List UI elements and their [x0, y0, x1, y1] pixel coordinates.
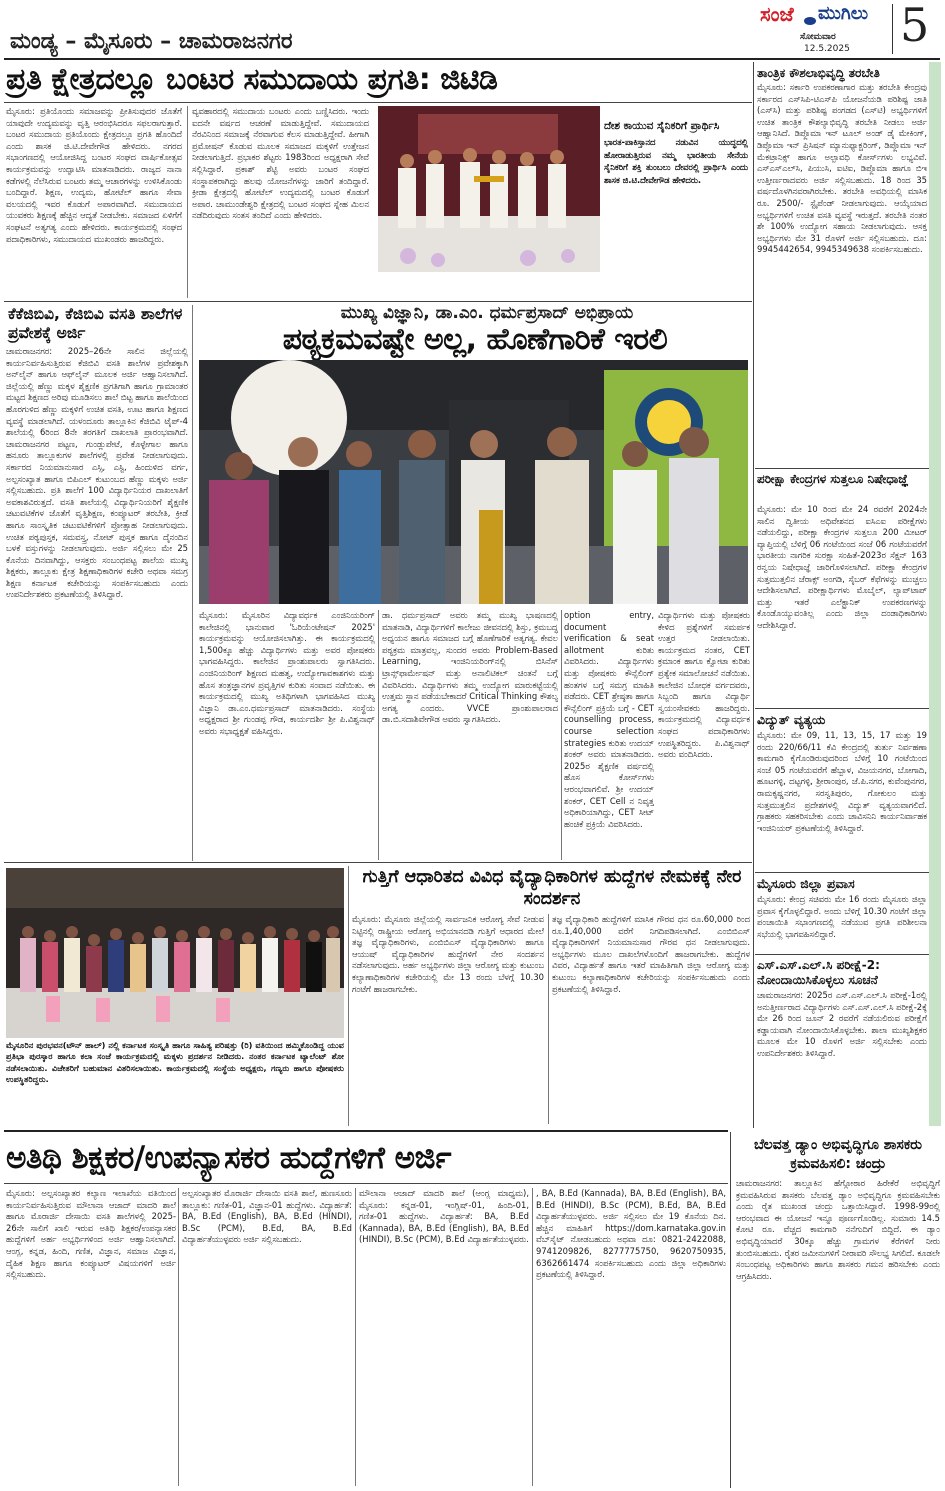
story5-headline: ಗುತ್ತಿಗೆ ಆಧಾರಿತದ ವಿವಿಧ ವೈದ್ಯಾಧಿಕಾರಿಗಳ ಹುದ್ದೆಗಳ ನೇಮಕಕ್ಕೆ ನೇರ ಸಂದರ್ಶನ	[362, 867, 742, 909]
right-a1-headline: ತಾಂತ್ರಿಕ ಕೌಶಲಾಭಿವೃದ್ಧಿ ತರಬೇತಿ	[757, 66, 880, 80]
story5-col2: ತಜ್ಞ ವೈದ್ಯಾಧಿಕಾರಿ ಹುದ್ದೆಗಳಿಗೆ ಮಾಸಿಕ ಗೌರವ ಧನ ರೂ.60,000 ರಿಂದ ರೂ.1,40,000 ವರೆಗೆ ನಿಗದಿಪಡಿಸಲಾಗಿದೆ. ಎಂಬಿಬಿಎಸ್ ವೈದ್ಯಾಧಿಕಾರಿಗಳಿಗೆ ನಿಯಮಾನುಸಾರ ಗೌರವ ಧನ ನೀಡಲಾಗುವುದು. ಅಭ್ಯರ್ಥಿಗಳು ಮೂಲ ದಾಖಲೆಗಳೊಂದಿಗೆ ಹಾಜರಾಗಬೇಕು. ಹುದ್ದೆಗಳ ವಿವರ, ವಿದ್ಯಾರ್ಹತೆ ಹಾಗೂ ಇತರೆ ಮಾಹಿತಿಗಾಗಿ ಜಿಲ್ಲಾ ಆರೋಗ್ಯ ಮತ್ತು ಕುಟುಂಬ ಕಲ್ಯಾಣಾಧಿಕಾರಿಗಳ ಕಚೇರಿಯನ್ನು ಸಂಪರ್ಕಿಸಬಹುದು ಎಂದು ಪ್ರಕಟಣೆಯಲ್ಲಿ ತಿಳಿಸಿದ್ದಾರೆ.	[552, 914, 750, 994]
right-a6-body: ಚಾಮರಾಜನಗರ: ತಾಲ್ಲೂಕಿನ ಹೆಗ್ಗೋಠಾರ ಹಿರೇಕೆರೆ ಅಭಿವೃದ್ಧಿಗೆ ಕ್ರಮವಹಿಸಿರುವ ಶಾಸಕರು ಬೆಲವತ್ತ ಡ್ಯಾಂ ಅಭಿವೃದ್ಧಿಗೂ ಕ್ರಮವಹಿಸಬೇಕು ಎಂದು ರೈತ ಮುಖಂಡ ಚಂದ್ರು ಒತ್ತಾಯಿಸಿದ್ದಾರೆ. 1998-99ರಲ್ಲಿ ಆರಂಭವಾದ ಈ ಯೋಜನೆ ಇನ್ನೂ ಪೂರ್ಣಗೊಂಡಿಲ್ಲ. ಸುಮಾರು 14.5 ಕೋಟಿ ರೂ. ವೆಚ್ಚದ ಕಾಮಗಾರಿ ನನೆಗುದಿಗೆ ಬಿದ್ದಿದೆ. ಈ ಡ್ಯಾಂ ಅಭಿವೃದ್ಧಿಯಾದರೆ 30ಕ್ಕೂ ಹೆಚ್ಚು ಗ್ರಾಮಗಳ ಕೆರೆಗಳಿಗೆ ನೀರು ತುಂಬಿಸಬಹುದು. ರೈತರ ಜಮೀನುಗಳಿಗೆ ನೀರಾವರಿ ಸೌಲಭ್ಯ ಸಿಗಲಿದೆ. ಕೂಡಲೇ ಸಂಬಂಧಪಟ್ಟ ಅಧಿಕಾರಿಗಳು ಹಾಗೂ ಶಾಸಕರು ಗಮನ ಹರಿಸಬೇಕು ಎಂದು ಆಗ್ರಹಿಸಿದರು.	[736, 1178, 940, 1281]
story3-kicker: ಮುಖ್ಯ ವಿಜ್ಞಾನಿ, ಡಾ.ಎಂ. ಧರ್ಮಪ್ರಸಾದ್ ಅಭಿಪ್ರಾಯ	[340, 303, 634, 323]
story6-col2: ಅಲ್ಪಸಂಖ್ಯಾತರ ಮೊರಾರ್ಜಿ ದೇಸಾಯಿ ವಸತಿ ಶಾಲೆ, ಹುಣಸೂರು ತಾಲ್ಲೂಕು: ಗಣಿತ-01, ವಿಜ್ಞಾನ-01 ಹುದ್ದೆಗಳು. ವಿದ್ಯಾರ್ಹತೆ: BA, B.Ed (English), BA, B.Ed (HINDI), B.Sc (PCM), B.Ed, BA, B.Ed ವಿದ್ಯಾರ್ಹತೆಯುಳ್ಳವರು ಅರ್ಜಿ ಸಲ್ಲಿಸಬಹುದು.	[182, 1188, 352, 1245]
right-a2-headline: ಪರೀಕ್ಷಾ ಕೇಂದ್ರಗಳ ಸುತ್ತಲೂ ನಿಷೇಧಾಜ್ಞೆ	[757, 472, 909, 486]
story1-headline: ಪ್ರತಿ ಕ್ಷೇತ್ರದಲ್ಲೂ ಬಂಟರ ಸಮುದಾಯ ಪ್ರಗತಿ: ಜಿಟಿಡಿ	[6, 62, 498, 97]
masthead-weekday: ಸೋಮವಾರ	[800, 32, 836, 42]
story4-photo	[6, 868, 344, 1038]
right-a4-headline: ಮೈಸೂರು ಜಿಲ್ಲಾ ಪ್ರವಾಸ	[757, 876, 855, 891]
story6-col3: ಮೌಲಾನಾ ಆಜಾದ್ ಮಾದರಿ ಶಾಲೆ (ಆಂಗ್ಲ ಮಾಧ್ಯಮ), ಮೈಸೂರು: ಕನ್ನಡ-01, ಇಂಗ್ಲಿಷ್-01, ಹಿಂದಿ-01, ಗಣಿತ-01 ಹುದ್ದೆಗಳು. ವಿದ್ಯಾರ್ಹತೆ: BA, B.Ed (Kannada), BA, B.Ed (English), BA, B.Ed (HINDI), B.Sc (PCM), B.Ed ವಿದ್ಯಾರ್ಹತೆಯುಳ್ಳವರು.	[359, 1188, 529, 1245]
right-a3-headline: ವಿದ್ಯುತ್ ವ್ಯತ್ಯಯ	[757, 712, 826, 727]
page-number: 5	[900, 0, 930, 52]
story3-col4: ವಿದ್ಯಾರ್ಥಿಗಳು ಮತ್ತು ಪೋಷಕರು ಕೇಳಿದ ಪ್ರಶ್ನೆಗಳಿಗೆ ಸಮರ್ಪಕ ಉತ್ತರ ನೀಡಲಾಯಿತು. ಕಾರ್ಯಕ್ರಮದ ನಂತರ, CET ಕ್ರಮಾಂಕ ಹಾಗೂ ಕ್ವೋಟಾ ಕುರಿತು ಪ್ರತ್ಯೇಕ ಸಮಾಲೋಚನೆ ನಡೆಯಿತು. ಕಾಲೇಜಿನ ಬೋಧಕ ವರ್ಗದವರು, ಸಿಬ್ಬಂದಿ ಹಾಗೂ ವಿದ್ಯಾರ್ಥಿ ಸ್ವಯಂಸೇವಕರು ಹಾಜರಿದ್ದರು. ಕಾರ್ಯಕ್ರಮದಲ್ಲಿ ವಿದ್ಯಾವರ್ಧಕ ಸಂಘದ ಪದಾಧಿಕಾರಿಗಳು ಉಪಸ್ಥಿತರಿದ್ದರು. ಪಿ.ವಿಶ್ವನಾಥ್ ಅವರು ವಂದಿಸಿದರು.	[658, 610, 750, 760]
story1-photo-caption-title: ದೇಶ ಕಾಯುವ ಸೈನಿಕರಿಗೆ ಪ್ರಾರ್ಥಿಸಿ	[604, 120, 720, 132]
masthead-date: 12.5.2025	[804, 44, 850, 54]
right-a2-body: ಮೈಸೂರು: ಮೇ 10 ರಿಂದ ಮೇ 24 ರವರೆಗೆ 2024ನೇ ಸಾಲಿನ ದ್ವಿತೀಯ ಅಧಿವೇಶನದ ಐಸಿಎಐ ಪರೀಕ್ಷೆಗಳು ನಡೆಯಲಿದ್ದು, ಪರೀಕ್ಷಾ ಕೇಂದ್ರಗಳ ಸುತ್ತಲೂ 200 ಮೀಟರ್ ವ್ಯಾಪ್ತಿಯಲ್ಲಿ ಬೆಳಿಗ್ಗೆ 06 ಗಂಟೆಯಿಂದ ಸಂಜೆ 06 ಗಂಟೆಯವರೆಗೆ ಭಾರತೀಯ ನಾಗರಿಕ ಸುರಕ್ಷಾ ಸಂಹಿತೆ-2023ರ ಸೆಕ್ಷನ್ 163 ರನ್ವಯ ನಿಷೇಧಾಜ್ಞೆ ಜಾರಿಗೊಳಿಸಲಾಗಿದೆ. ಪರೀಕ್ಷಾ ಕೇಂದ್ರಗಳ ಸುತ್ತಮುತ್ತಲಿನ ಜೆರಾಕ್ಸ್ ಅಂಗಡಿ, ಸೈಬರ್ ಕೆಫೆಗಳನ್ನು ಮುಚ್ಚಲು ಆದೇಶಿಸಲಾಗಿದೆ. ಪರೀಕ್ಷಾರ್ಥಿಗಳು ಮೊಬೈಲ್, ಲ್ಯಾಪ್‌ಟಾಪ್ ಮತ್ತು ಇತರೆ ಎಲೆಕ್ಟ್ರಾನಿಕ್ ಉಪಕರಣಗಳನ್ನು ಕೊಂಡೊಯ್ಯುವಂತಿಲ್ಲ ಎಂದು ಜಿಲ್ಲಾ ದಂಡಾಧಿಕಾರಿಗಳು ಆದೇಶಿಸಿದ್ದಾರೆ.	[757, 504, 927, 630]
story2-body: ಚಾಮರಾಜನಗರ: 2025–26ನೇ ಸಾಲಿನ ಜಿಲ್ಲೆಯಲ್ಲಿ ಕಾರ್ಯನಿರ್ವಹಿಸುತ್ತಿರುವ ಕೆಜಿಬಿವಿ ವಸತಿ ಶಾಲೆಗಳ ಪ್ರವೇಶಕ್ಕಾಗಿ ಅನ್‌ಲೈನ್ ಹಾಗೂ ಆಫ್‌ಲೈನ್ ಮೂಲಕ ಅರ್ಜಿ ಆಹ್ವಾನಿಸಲಾಗಿದೆ. ಜಿಲ್ಲೆಯಲ್ಲಿ ಹೆಣ್ಣು ಮಕ್ಕಳ ಶೈಕ್ಷಣಿಕ ಪ್ರಗತಿಗಾಗಿ ಹಾಗೂ ಗ್ರಾಮಾಂತರ ಮಟ್ಟದ ಶಿಕ್ಷಣದ ಅರಿವು ಮೂಡಿಸಲು ಶಾಲೆ ಬಿಟ್ಟ ಹಾಗೂ ಶಾಲೆಯಿಂದ ಹೊರಗುಳಿದ ಹೆಣ್ಣು ಮಕ್ಕಳಿಗೆ ಉಚಿತ ವಸತಿ, ಊಟ ಹಾಗೂ ಶಿಕ್ಷಣದ ವ್ಯವಸ್ಥೆ ಮಾಡಲಾಗಿದೆ. ಯಳಂದೂರು ತಾಲ್ಲೂಕಿನ ಕೆಜಿಬಿವಿ ಟೈಪ್-4 ಶಾಲೆಯಲ್ಲಿ 6ರಿಂದ 8ನೇ ತರಗತಿಗೆ ದಾಖಲಾತಿ ಪ್ರಾರಂಭವಾಗಿದೆ. ಚಾಮರಾಜನಗರ ಪಟ್ಟಣ, ಗುಂಡ್ಲುಪೇಟೆ, ಕೊಳ್ಳೇಗಾಲ ಹಾಗೂ ಹನೂರು ತಾಲ್ಲೂಕುಗಳ ಶಾಲೆಗಳಲ್ಲಿ ಪ್ರವೇಶ ನೀಡಲಾಗುವುದು. ಸರ್ಕಾರದ ನಿಯಮಾನುಸಾರ ಎಸ್ಸಿ, ಎಸ್ಟಿ, ಹಿಂದುಳಿದ ವರ್ಗ, ಅಲ್ಪಸಂಖ್ಯಾತ ಹಾಗೂ ಬಿಪಿಎಲ್ ಕುಟುಂಬದ ಹೆಣ್ಣು ಮಕ್ಕಳು ಅರ್ಜಿ ಸಲ್ಲಿಸಬಹುದು. ಪ್ರತಿ ಶಾಲೆಗೆ 100 ವಿದ್ಯಾರ್ಥಿನಿಯರ ದಾಖಲಾತಿಗೆ ಅವಕಾಶವಿರುತ್ತದೆ. ವಸತಿ ಶಾಲೆಯಲ್ಲಿ ವಿದ್ಯಾರ್ಥಿನಿಯರಿಗೆ ಶೈಕ್ಷಣಿಕ ಚಟುವಟಿಕೆಗಳ ಜೊತೆಗೆ ವೃತ್ತಿಶಿಕ್ಷಣ, ಕಂಪ್ಯೂಟರ್ ತರಬೇತಿ, ಕ್ರೀಡೆ ಹಾಗೂ ಸಾಂಸ್ಕೃತಿಕ ಚಟುವಟಿಕೆಗಳಿಗೆ ಪ್ರೋತ್ಸಾಹ ನೀಡಲಾಗುವುದು. ಉಚಿತ ಪಠ್ಯಪುಸ್ತಕ, ಸಮವಸ್ತ್ರ, ನೋಟ್ ಪುಸ್ತಕ ಹಾಗೂ ದೈನಂದಿನ ಬಳಕೆ ವಸ್ತುಗಳನ್ನು ನೀಡಲಾಗುವುದು. ಅರ್ಜಿ ಸಲ್ಲಿಸಲು ಮೇ 25 ಕೊನೆಯ ದಿನವಾಗಿದ್ದು, ಆಸಕ್ತರು ಸಂಬಂಧಪಟ್ಟ ಶಾಲೆಯ ಮುಖ್ಯ ಶಿಕ್ಷಕರು, ತಾಲ್ಲೂಕು ಕ್ಷೇತ್ರ ಶಿಕ್ಷಣಾಧಿಕಾರಿಗಳ ಕಚೇರಿ ಅಥವಾ ಸಮಗ್ರ ಶಿಕ್ಷಣ ಕರ್ನಾಟಕ ಕಚೇರಿಯನ್ನು ಸಂಪರ್ಕಿಸಬಹುದು ಎಂದು ಉಪನಿರ್ದೇಶಕರು ಪ್ರಕಟಣೆಯಲ್ಲಿ ತಿಳಿಸಿದ್ದಾರೆ.	[6, 346, 188, 600]
logo-cloud-icon	[804, 10, 816, 20]
header-rule	[4, 58, 940, 60]
section-title: ಮಂಡ್ಯ – ಮೈಸೂರು – ಚಾಮರಾಜನಗರ	[10, 29, 293, 54]
story3-col2: ಡಾ. ಧರ್ಮಪ್ರಸಾದ್ ಅವರು ತಮ್ಮ ಮುಖ್ಯ ಭಾಷಣದಲ್ಲಿ ಮಾತನಾಡಿ, ವಿದ್ಯಾರ್ಥಿಗಳಿಗೆ ಕಾಲೇಜು ಜೀವನದಲ್ಲಿ ಶಿಸ್ತು, ಕ್ರಮಬದ್ಧ ಅಧ್ಯಯನ ಹಾಗೂ ಸಮಾಜದ ಬಗ್ಗೆ ಹೊಣೆಗಾರಿಕೆ ಅತ್ಯಗತ್ಯ. ಕೇವಲ ಪಠ್ಯಕ್ರಮ ಮಾತ್ರವಲ್ಲ, ಸುಂದರ ಅವರು Problem-Based Learning, ಇಂಜಿನಿಯರಿಂಗ್‌ನಲ್ಲಿ ಬಿಸಿನೆಸ್ ಟ್ರಾನ್ಸ್‌ಫಾರ್ಮೇಷನ್ ಮತ್ತು ಅನಾಲಿಟಿಕಲ್ ಚಿಂತನೆ ಬಗ್ಗೆ ವಿವರಿಸಿದರು. ವಿದ್ಯಾರ್ಥಿಗಳು ತಮ್ಮ ಉದ್ಯೋಗ ಮಾರುಕಟ್ಟೆಯಲ್ಲಿ ಉತ್ತಮ ಸ್ಥಾನ ಪಡೆಯಬೇಕಾದರೆ Critical Thinking ಕೌಶಲ್ಯ ಅಗತ್ಯ ಎಂದರು. VVCE ಪ್ರಾಂಶುಪಾಲರಾದ ಡಾ.ಬಿ.ಸದಾಶಿವೇಗೌಡ ಅವರು ಸ್ವಾಗತಿಸಿದರು.	[382, 610, 558, 725]
story5-col1: ಮೈಸೂರು: ಮೈಸೂರು ಜಿಲ್ಲೆಯಲ್ಲಿ ಸಾರ್ವಜನಿಕ ಆರೋಗ್ಯ ಸೇವೆ ನೀಡುವ ನಿಟ್ಟಿನಲ್ಲಿ ರಾಷ್ಟ್ರೀಯ ಆರೋಗ್ಯ ಅಭಿಯಾನದಡಿ ಗುತ್ತಿಗೆ ಆಧಾರದ ಮೇಲೆ ತಜ್ಞ ವೈದ್ಯಾಧಿಕಾರಿಗಳು, ಎಂಬಿಬಿಎಸ್ ವೈದ್ಯಾಧಿಕಾರಿಗಳು ಹಾಗೂ ಆಯುಷ್ ವೈದ್ಯಾಧಿಕಾರಿಗಳ ಹುದ್ದೆಗಳಿಗೆ ನೇರ ಸಂದರ್ಶನ ನಡೆಸಲಾಗುವುದು. ಅರ್ಹ ಅಭ್ಯರ್ಥಿಗಳು ಜಿಲ್ಲಾ ಆರೋಗ್ಯ ಮತ್ತು ಕುಟುಂಬ ಕಲ್ಯಾಣಾಧಿಕಾರಿಗಳ ಕಚೇರಿಯಲ್ಲಿ ಮೇ 13 ರಂದು ಬೆಳಗ್ಗೆ 10.30 ಗಂಟೆಗೆ ಹಾಜರಾಗಬೇಕು.	[352, 914, 544, 994]
story3-headline: ಪಠ್ಯಕ್ರಮವಷ್ಟೇ ಅಲ್ಲ, ಹೊಣೆಗಾರಿಕೆ ಇರಲಿ	[282, 322, 668, 357]
story1-photo-caption-body: ಭಾರತ-ಪಾಕಿಸ್ತಾನದ ನಡುವಿನ ಯುದ್ಧದಲ್ಲಿ ಹೋರಾಡುತ್ತಿರುವ ನಮ್ಮ ಭಾರತೀಯ ಸೇನೆಯ ಸೈನಿಕರಿಗೆ ಶಕ್ತಿ ತುಂಬಲು ದೇವರಲ್ಲಿ ಪ್ರಾರ್ಥಿಸಿ ಎಂದು ಶಾಸಕ ಜಿ.ಟಿ.ದೇವೇಗೌಡ ಹೇಳಿದರು.	[604, 137, 748, 185]
right-column-stripe	[929, 62, 941, 1126]
story6-headline: ಅತಿಥಿ ಶಿಕ್ಷಕರ/ಉಪನ್ಯಾಸಕರ ಹುದ್ದೆಗಳಿಗೆ ಅರ್ಜಿ	[6, 1140, 451, 1176]
story1-col2: ವ್ಯವಹಾರದಲ್ಲಿ ಸಮುದಾಯ ಬಂಟರು ಎಂದು ಬಣ್ಣಿಸಿದರು. ಇಂದು ಐದನೇ ವರ್ಷದ ಆಚರಣೆ ಮಾಡುತ್ತಿದ್ದೇವೆ. ಸಮುದಾಯದ ನೆರವಿನಿಂದ ಸಮಾಜಕ್ಕೆ ನೆರವಾಗುವ ಕೆಲಸ ಮಾಡುತ್ತಿದ್ದೇವೆ. ಹೀಗಾಗಿ ಪ್ರಮೋಷನ್ ಕೊಡುವ ಮೂಲಕ ಸಮಾಜದ ಮಕ್ಕಳಿಗೆ ಉತ್ತೇಜನ ನೀಡಲಾಗುತ್ತಿದೆ. ಪ್ರಭಾಕರ ಶೆಟ್ಟರು 1983ರಿಂದ ಅಧ್ಯಕ್ಷರಾಗಿ ಸೇವೆ ಸಲ್ಲಿಸಿದ್ದಾರೆ. ಪ್ರಕಾಶ್ ಶೆಟ್ಟಿ ಅವರು ಬಂಟರ ಸಂಘದ ಸಂಸ್ಥಾಪಕರಾಗಿದ್ದು ಹಲವು ಯೋಜನೆಗಳನ್ನು ಜಾರಿಗೆ ತಂದಿದ್ದಾರೆ. ಕ್ರೀಡಾ ಕ್ಷೇತ್ರದಲ್ಲಿ ಹೋಟೆಲ್ ಉದ್ಯಮದಲ್ಲಿ ಬಂಟರ ಕೊಡುಗೆ ಅಪಾರ. ಚಾಮುಂಡೇಶ್ವರಿ ಕ್ಷೇತ್ರದಲ್ಲಿ ಬಂಟರ ಸಂಘದ ಸ್ನೇಹ ಮಿಲನ ನಡೆದಿರುವುದು ಸಂತಸ ತಂದಿದೆ ಎಂದು ಹೇಳಿದರು.	[192, 106, 369, 221]
story4-photo-caption: ಮೈಸೂರಿನ ಪುರಭವನ(ಟೌನ್ ಹಾಲ್) ನಲ್ಲಿ ಕರ್ನಾಟಕ ಸಂಸ್ಕೃತಿ ಹಾಗೂ ಸಾಹಿತ್ಯ ಪರಿಷತ್ತು (ರಿ) ವತಿಯಿಂದ ಹಮ್ಮಿಕೊಂಡಿದ್ದ ಯುವ ಪ್ರತಿಭಾ ಪುರಸ್ಕಾರ ಹಾಗೂ ಕಲಾ ಸಂಜೆ ಕಾರ್ಯಕ್ರಮದಲ್ಲಿ ಮಕ್ಕಳು ಪ್ರದರ್ಶನ ನೀಡಿದರು. ನಂತರ ಕರ್ನಾಟಕ ಟ್ಯಾಲೆಂಟ್ ಶೋ ನಡೆಸಲಾಯಿತು. ವಿಜೇತರಿಗೆ ಬಹುಮಾನ ವಿತರಿಸಲಾಯಿತು. ಕಾರ್ಯಕ್ರಮದಲ್ಲಿ ಸಂಸ್ಥೆಯ ಅಧ್ಯಕ್ಷರು, ಗಣ್ಯರು ಹಾಗೂ ಪೋಷಕರು ಉಪಸ್ಥಿತರಿದ್ದರು.	[6, 1040, 344, 1085]
logo-left-text: ಸಂಜೆ	[760, 2, 794, 26]
story3-photo	[199, 360, 748, 604]
logo-right-text: ಮುಗಿಲು	[818, 3, 869, 24]
story6-col4: , BA, B.Ed (Kannada), BA, B.Ed (English), BA, B.Ed (HINDI), B.Sc (PCM), B.Ed, BA, B.Ed ವಿದ್ಯಾರ್ಹತೆಯುಳ್ಳವರು. ಅರ್ಜಿ ಸಲ್ಲಿಸಲು ಮೇ 19 ಕೊನೆಯ ದಿನ. ಹೆಚ್ಚಿನ ಮಾಹಿತಿಗೆ https://dom.karnataka.gov.in ವೆಬ್‌ಸೈಟ್ ನೋಡಬಹುದು ಅಥವಾ ದೂ: 0821-2422088, 9741209826, 8277775750, 9620750935, 6362661474 ಸಂಪರ್ಕಿಸಬಹುದು ಎಂದು ಜಿಲ್ಲಾ ಅಧಿಕಾರಿಗಳು ಪ್ರಕಟಣೆಯಲ್ಲಿ ತಿಳಿಸಿದ್ದಾರೆ.	[536, 1188, 726, 1280]
story6-col1: ಮೈಸೂರು: ಅಲ್ಪಸಂಖ್ಯಾತರ ಕಲ್ಯಾಣ ಇಲಾಖೆಯ ವತಿಯಿಂದ ಕಾರ್ಯನಿರ್ವಹಿಸುತ್ತಿರುವ ಮೌಲಾನಾ ಆಜಾದ್ ಮಾದರಿ ಶಾಲೆ ಹಾಗೂ ಮೊರಾರ್ಜಿ ದೇಸಾಯಿ ವಸತಿ ಶಾಲೆಗಳಲ್ಲಿ 2025-26ನೇ ಸಾಲಿಗೆ ಖಾಲಿ ಇರುವ ಅತಿಥಿ ಶಿಕ್ಷಕರ/ಉಪನ್ಯಾಸಕರ ಹುದ್ದೆಗಳಿಗೆ ಅರ್ಹ ಅಭ್ಯರ್ಥಿಗಳಿಂದ ಅರ್ಜಿ ಆಹ್ವಾನಿಸಲಾಗಿದೆ. ಆಂಗ್ಲ, ಕನ್ನಡ, ಹಿಂದಿ, ಗಣಿತ, ವಿಜ್ಞಾನ, ಸಮಾಜ ವಿಜ್ಞಾನ, ದೈಹಿಕ ಶಿಕ್ಷಣ ಹಾಗೂ ಕಂಪ್ಯೂಟರ್ ವಿಷಯಗಳಿಗೆ ಅರ್ಜಿ ಸಲ್ಲಿಸಬಹುದು.	[6, 1188, 176, 1280]
masthead-logo	[758, 0, 894, 34]
right-a4-body: ಮೈಸೂರು: ಕೇಂದ್ರ ಸಚಿವರು ಮೇ 16 ರಂದು ಮೈಸೂರು ಜಿಲ್ಲಾ ಪ್ರವಾಸ ಕೈಗೊಳ್ಳಲಿದ್ದಾರೆ. ಅಂದು ಬೆಳಿಗ್ಗೆ 10.30 ಗಂಟೆಗೆ ಜಿಲ್ಲಾ ಪಂಚಾಯಿತಿ ಸಭಾಂಗಣದಲ್ಲಿ ನಡೆಯುವ ಪ್ರಗತಿ ಪರಿಶೀಲನಾ ಸಭೆಯಲ್ಲಿ ಭಾಗವಹಿಸಲಿದ್ದಾರೆ.	[757, 894, 927, 939]
story1-photo-caption-box	[604, 120, 748, 270]
story3-col1: ಮೈಸೂರು: ಮೈಸೂರಿನ ವಿದ್ಯಾವರ್ಧಕ ಎಂಜಿನಿಯರಿಂಗ್ ಕಾಲೇಜಿನಲ್ಲಿ ಭಾನುವಾರ 'ಓರಿಯೆಂಟೇಷನ್ 2025' ಕಾರ್ಯಕ್ರಮವನ್ನು ಆಯೋಜಿಸಲಾಗಿತ್ತು. ಈ ಕಾರ್ಯಕ್ರಮದಲ್ಲಿ 1,500ಕ್ಕೂ ಹೆಚ್ಚು ವಿದ್ಯಾರ್ಥಿಗಳು ಮತ್ತು ಅವರ ಪೋಷಕರು ಭಾಗವಹಿಸಿದ್ದರು. ಕಾಲೇಜಿನ ಪ್ರಾಂಶುಪಾಲರು ಸ್ವಾಗತಿಸಿದರು. ಎಂಜಿನಿಯರಿಂಗ್ ಶಿಕ್ಷಣದ ಮಹತ್ವ, ಉದ್ಯೋಗಾವಕಾಶಗಳು ಮತ್ತು ಹೊಸ ತಂತ್ರಜ್ಞಾನಗಳ ಪ್ರವೃತ್ತಿಗಳ ಕುರಿತು ಸಂವಾದ ನಡೆಯಿತು. ಈ ಕಾರ್ಯಕ್ರಮದಲ್ಲಿ ಮುಖ್ಯ ಅತಿಥಿಗಳಾಗಿ ಭಾಗವಹಿಸಿದ ಮುಖ್ಯ ವಿಜ್ಞಾನಿ ಡಾ.ಎಂ.ಧರ್ಮಪ್ರಸಾದ್ ಮಾತನಾಡಿದರು. ಸಂಸ್ಥೆಯ ಅಧ್ಯಕ್ಷರಾದ ಶ್ರೀ ಗುಂಡಪ್ಪ ಗೌಡ, ಕಾರ್ಯದರ್ಶಿ ಶ್ರೀ ಪಿ.ವಿಶ್ವನಾಥ್ ಅವರು ಸಭಾಧ್ಯಕ್ಷತೆ ವಹಿಸಿದ್ದರು.	[199, 610, 375, 736]
story2-headline: ಕೆಕೆಜಿಬಿವಿ, ಕೆಜಿಬಿವಿ ವಸತಿ ಶಾಲೆಗಳ ಪ್ರವೇಶಕ್ಕೆ ಅರ್ಜಿ	[8, 305, 183, 342]
right-a6-headline: ಬೆಲವತ್ತ ಡ್ಯಾಂ ಅಭಿವೃದ್ಧಿಗೂ ಶಾಸಕರು ಕ್ರಮವಹಿಸಲಿ: ಚಂದ್ರು	[753, 1137, 922, 1172]
story1-col1: ಮೈಸೂರು: ಪ್ರತಿಯೊಂದು ಸಮಾಜವನ್ನು ಪ್ರೀತಿಸುವುದರ ಜೊತೆಗೆ ಯಾವುದೇ ಉದ್ಯಮವನ್ನು ವೃತ್ತಿ ಆರಂಭಿಸಿದರೂ ಸಫಲರಾಗುತ್ತಾರೆ. ಬಂಟರ ಸಮುದಾಯ ಪ್ರತಿಯೊಂದು ಕ್ಷೇತ್ರದಲ್ಲೂ ಪ್ರಗತಿ ಹೊಂದಿದೆ ಎಂದು ಶಾಸಕ ಜಿ.ಟಿ.ದೇವೇಗೌಡ ಹೇಳಿದರು. ನಗರದ ಸಭಾಂಗಣದಲ್ಲಿ ಆಯೋಜಿಸಿದ್ದ ಬಂಟರ ಸಂಘದ ವಾರ್ಷಿಕೋತ್ಸವ ಕಾರ್ಯಕ್ರಮವನ್ನು ಉದ್ಘಾಟಿಸಿ ಮಾತನಾಡಿದರು. ರಾಜ್ಯದ ನಾನಾ ಕಡೆಗಳಲ್ಲಿ ನೆಲೆಸಿರುವ ಬಂಟರು ತಮ್ಮ ಆಚಾರಗಳನ್ನು ಉಳಿಸಿಕೊಂಡು ಬಂದಿದ್ದಾರೆ. ಶಿಕ್ಷಣ, ಉದ್ಯಮ, ಹೋಟೆಲ್ ಹಾಗೂ ಸೇವಾ ವಲಯದಲ್ಲಿ ಇವರ ಕೊಡುಗೆ ಅಪಾರವಾಗಿದೆ. ಸಮುದಾಯದ ಯುವಕರು ಶಿಕ್ಷಣಕ್ಕೆ ಹೆಚ್ಚಿನ ಆದ್ಯತೆ ನೀಡಬೇಕು. ಸಮಾಜದ ಏಳಿಗೆಗೆ ಸಂಘಟನೆ ಅತ್ಯಗತ್ಯ ಎಂದು ಹೇಳಿದರು. ಕಾರ್ಯಕ್ರಮದಲ್ಲಿ ಸಂಘದ ಪದಾಧಿಕಾರಿಗಳು, ಸಮುದಾಯದ ಮುಖಂಡರು ಹಾಜರಿದ್ದರು.	[6, 106, 182, 244]
story1-photo	[378, 106, 600, 272]
right-a3-body: ಮೈಸೂರು: ಮೇ 09, 11, 13, 15, 17 ಮತ್ತು 19 ರಂದು 220/66/11 ಕೆವಿ ಕೇಂದ್ರದಲ್ಲಿ ತುರ್ತು ನಿರ್ವಹಣಾ ಕಾಮಗಾರಿ ಕೈಗೊಂಡಿರುವುದರಿಂದ ಬೆಳಿಗ್ಗೆ 10 ಗಂಟೆಯಿಂದ ಸಂಜೆ 05 ಗಂಟೆಯವರೆಗೆ ಹೆಬ್ಬಾಳ, ವಿಜಯನಗರ, ಬೋಗಾದಿ, ಹೂಟಗಳ್ಳಿ, ದಟ್ಟಗಳ್ಳಿ, ಶ್ರೀರಾಂಪುರ, ಜೆ.ಪಿ.ನಗರ, ಕುವೆಂಪುನಗರ, ರಾಮಕೃಷ್ಣನಗರ, ಸರಸ್ವತಿಪುರಂ, ಗೋಕುಲಂ ಮತ್ತು ಸುತ್ತಮುತ್ತಲಿನ ಪ್ರದೇಶಗಳಲ್ಲಿ ವಿದ್ಯುತ್ ವ್ಯತ್ಯಯವಾಗಲಿದೆ. ಗ್ರಾಹಕರು ಸಹಕರಿಸಬೇಕು ಎಂದು ಚಾವಿಸನಿನಿ ಕಾರ್ಯನಿರ್ವಾಹಕ ಇಂಜಿನಿಯರ್ ಪ್ರಕಟಣೆಯಲ್ಲಿ ತಿಳಿಸಿದ್ದಾರೆ.	[757, 730, 927, 833]
section-header	[4, 30, 752, 58]
right-a1-body: ಮೈಸೂರು: ಸರ್ಕಾರಿ ಉಪಕರಣಾಗಾರ ಮತ್ತು ತರಬೇತಿ ಕೇಂದ್ರವು ಸರ್ಕಾರದ ಎಸ್‌ಸಿಪಿ-ಟಿಎಸ್‌ಪಿ ಯೋಜನೆಯಡಿ ಪರಿಶಿಷ್ಟ ಜಾತಿ (ಎಸ್‌ಸಿ) ಮತ್ತು ಪರಿಶಿಷ್ಟ ಪಂಗಡದ (ಎಸ್‌ಟಿ) ಅಭ್ಯರ್ಥಿಗಳಿಗೆ ಉಚಿತ ತಾಂತ್ರಿಕ ಕೌಶಲ್ಯಾಭಿವೃದ್ಧಿ ತರಬೇತಿ ನೀಡಲು ಅರ್ಜಿ ಆಹ್ವಾನಿಸಿದೆ. ಡಿಪ್ಲೊಮಾ ಇನ್ ಟೂಲ್ ಅಂಡ್ ಡೈ ಮೇಕಿಂಗ್, ಡಿಪ್ಲೊಮಾ ಇನ್ ಪ್ರಿಸಿಷನ್ ಮ್ಯಾನುಫ್ಯಾಕ್ಚರಿಂಗ್, ಡಿಪ್ಲೊಮಾ ಇನ್ ಮೆಕಟ್ರಾನಿಕ್ಸ್ ಹಾಗೂ ಅಲ್ಪಾವಧಿ ಕೋರ್ಸ್‌ಗಳು ಲಭ್ಯವಿವೆ. ಎಸ್‌ಎಸ್‌ಎಲ್‌ಸಿ, ಪಿಯುಸಿ, ಐಟಿಐ, ಡಿಪ್ಲೊಮಾ ಹಾಗೂ ಬಿಇ ಉತ್ತೀರ್ಣರಾದವರು ಅರ್ಜಿ ಸಲ್ಲಿಸಬಹುದು. 18 ರಿಂದ 35 ವರ್ಷದೊಳಗಿನವರಾಗಿರಬೇಕು. ತರಬೇತಿ ಅವಧಿಯಲ್ಲಿ ಮಾಸಿಕ ರೂ. 2500/- ಸ್ಟೈಪೆಂಡ್ ನೀಡಲಾಗುವುದು. ಆಯ್ಕೆಯಾದ ಅಭ್ಯರ್ಥಿಗಳಿಗೆ ಉಚಿತ ವಸತಿ ವ್ಯವಸ್ಥೆ ಇರುತ್ತದೆ. ತರಬೇತಿ ನಂತರ ಶೇ 100% ಉದ್ಯೋಗ ಸಹಾಯ ನೀಡಲಾಗುವುದು. ಆಸಕ್ತ ಅಭ್ಯರ್ಥಿಗಳು ಮೇ 31 ರೊಳಗೆ ಅರ್ಜಿ ಸಲ್ಲಿಸಬಹುದು. ದೂ: 9945442654, 9945349638 ಸಂಪರ್ಕಿಸಬಹುದು.	[757, 82, 927, 255]
story3-col3: option entry, document verification & seat allotment ಕುರಿತು ವಿವರಿಸಿದರು. ವಿದ್ಯಾರ್ಥಿಗಳು ಮತ್ತು ಪೋಷಕರು ಕೌನ್ಸೆಲಿಂಗ್ ಹಂತಗಳ ಬಗ್ಗೆ ಸಮಗ್ರ ಮಾಹಿತಿ ಪಡೆದರು. CET ಶ್ರೇಷ್ಠತಾ ಹಾಗೂ ಕೌನ್ಸೆಲಿಂಗ್ ಪ್ರಕ್ರಿಯೆ ಬಗ್ಗೆ - CET counselling process, course selection strategies ಕುರಿತು ಉದಯ್ ಶಂಕರ್ ಅವರು ಮಾತನಾಡಿದರು. 2025ರ ಶೈಕ್ಷಣಿಕ ವರ್ಷದಲ್ಲಿ ಹೊಸ ಕೋರ್ಸ್‌ಗಳು ಆರಂಭವಾಗಲಿವೆ. ಶ್ರೀ ಉದಯ್ ಶಂಕರ್, CET Cell ನ ನಿವೃತ್ತ ಅಧಿಕಾರಿಯಾಗಿದ್ದು, CET ಸೀಟ್ ಹಂಚಿಕೆ ಪ್ರಕ್ರಿಯೆ ವಿವರಿಸಿದರು.	[564, 610, 654, 829]
right-a5-body: ಚಾಮರಾಜನಗರ: 2025ರ ಎಸ್.ಎಸ್.ಎಲ್.ಸಿ ಪರೀಕ್ಷೆ-1ರಲ್ಲಿ ಅನುತ್ತೀರ್ಣರಾದ ವಿದ್ಯಾರ್ಥಿಗಳು ಎಸ್.ಎಸ್.ಎಲ್.ಸಿ ಪರೀಕ್ಷೆ-2ಕ್ಕೆ ಮೇ 26 ರಿಂದ ಜೂನ್ 2 ರವರೆಗೆ ನಡೆಯಲಿರುವ ಪರೀಕ್ಷೆಗೆ ಕಡ್ಡಾಯವಾಗಿ ನೋಂದಾಯಿಸಿಕೊಳ್ಳಬೇಕು. ಶಾಲಾ ಮುಖ್ಯಶಿಕ್ಷಕರ ಮೂಲಕ ಮೇ 10 ರೊಳಗೆ ಅರ್ಜಿ ಸಲ್ಲಿಸಬೇಕು ಎಂದು ಉಪನಿರ್ದೇಶಕರು ತಿಳಿಸಿದ್ದಾರೆ.	[757, 990, 927, 1058]
right-a5-headline: ಎಸ್.ಎಸ್.ಎಲ್.ಸಿ ಪರೀಕ್ಷೆ-2: ನೋಂದಾಯಿಸಿಕೊಳ್ಳಲು ಸೂಚನೆ	[757, 958, 880, 987]
